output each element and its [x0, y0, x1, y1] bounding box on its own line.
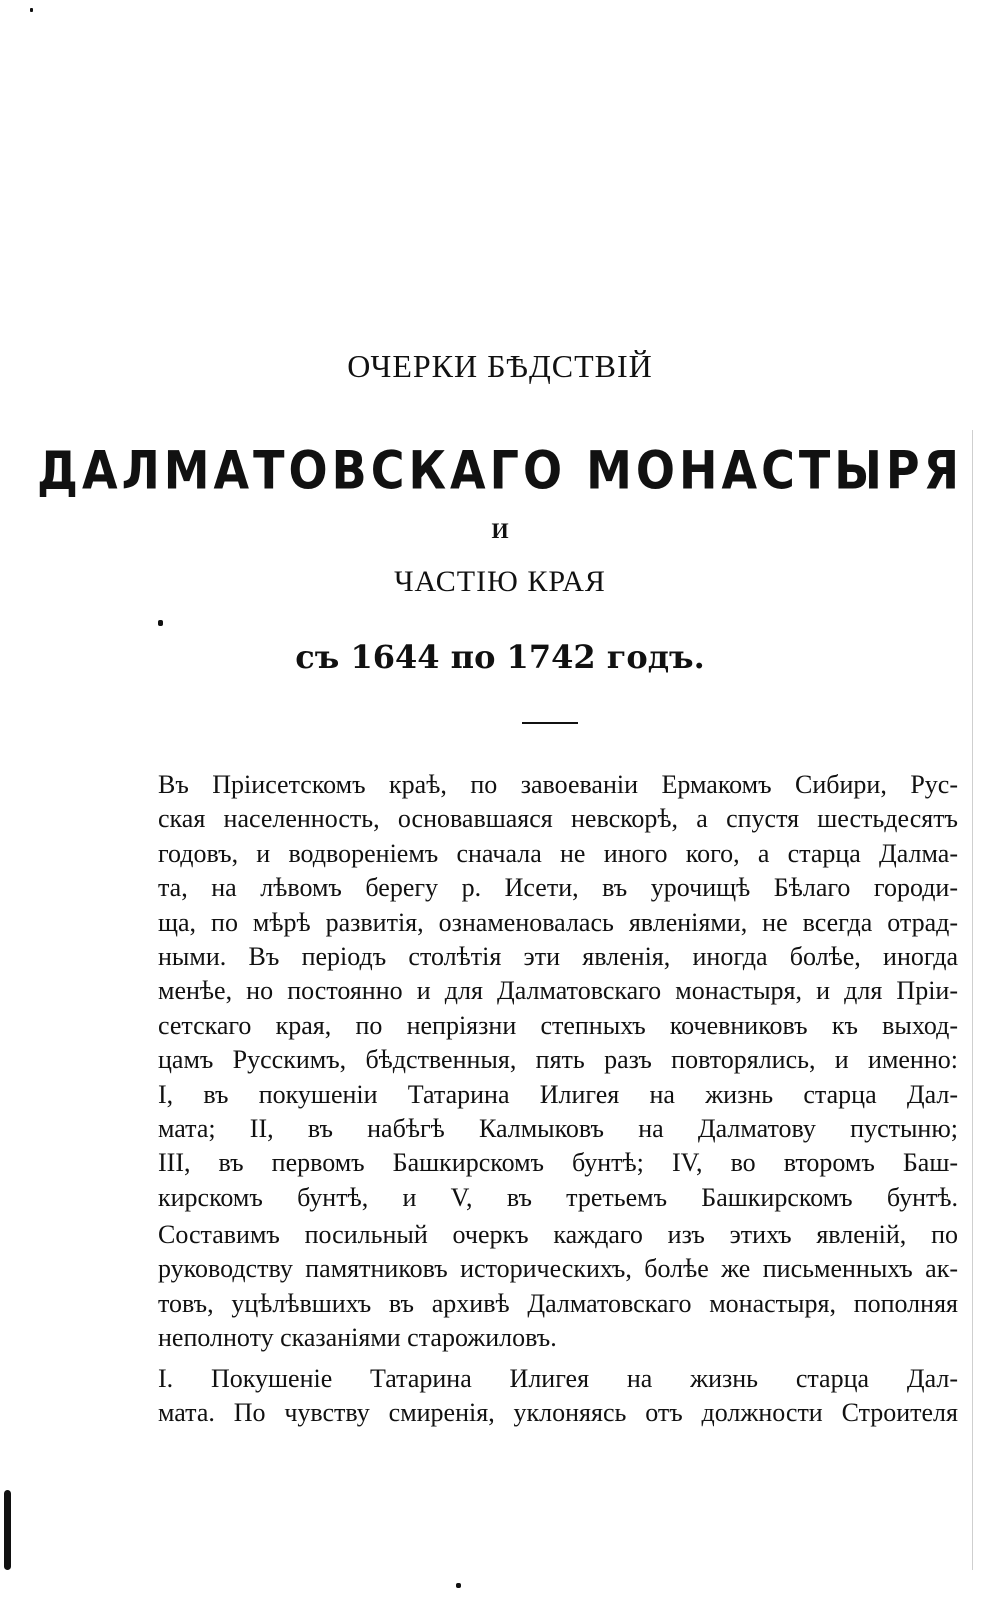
- text-line: ская населенность, основавшаяся невскорѣ, а спустя шестьдесятъ: [158, 804, 958, 834]
- title-line-4: ЧАСТІЮ КРАЯ: [394, 565, 606, 598]
- scan-binding-mark: [4, 1490, 11, 1570]
- title-line-2: ДАЛМАТОВСКАГО МОНАСТЫРЯ: [37, 438, 963, 502]
- text-line: мата. По чувству смиренія, уклоняясь отъ должности Строителя: [158, 1398, 958, 1428]
- text-line: товъ, уцѣлѣвшихъ въ архивѣ Далматовскаго монастыря, пополняя: [158, 1288, 958, 1318]
- text-line: I. Покушеніе Татарина Илигея на жизнь старца Дал-: [158, 1364, 958, 1393]
- text-line: сетскаго края, по непріязни степныхъ кочевниковъ къ выход-: [158, 1010, 958, 1040]
- title-line-1: ОЧЕРКИ БѢДСТВІЙ: [347, 348, 653, 384]
- text-line: мата; II, въ набѣгѣ Калмыковъ на Далматову пустыню;: [158, 1114, 958, 1144]
- text-line: руководству памятниковъ историческихъ, болѣе же письменныхъ ак-: [158, 1254, 958, 1284]
- text-line: неполноту сказаніями старожиловъ.: [158, 1323, 557, 1353]
- text-line: менѣе, но постоянно и для Далматовскаго монастыря, и для Пріи-: [158, 976, 958, 1006]
- text-line: кирскомъ бунтѣ, и V, въ третьемъ Башкирскомъ бунтѣ.: [158, 1182, 958, 1212]
- text-line: III, въ первомъ Башкирскомъ бунтѣ; IV, во второмъ Баш-: [158, 1148, 958, 1178]
- paragraph-1: [158, 768, 958, 1215]
- title-conjunction: И: [491, 518, 509, 543]
- title-date-range: съ 1644 по 1742 годъ.: [295, 638, 705, 676]
- text-line: Составимъ посильный очеркъ каждаго изъ этихъ явленій, по: [158, 1220, 958, 1249]
- scan-speck: [30, 8, 33, 12]
- text-line: та, на лѣвомъ берегу р. Исети, въ урочищѣ Бѣлаго городи-: [158, 873, 958, 903]
- scan-edge-line: [972, 430, 973, 1570]
- text-line: цамъ Русскимъ, бѣдственныя, пять разъ повторялись, и именно:: [158, 1045, 958, 1075]
- text-line: ными. Въ періодъ столѣтія эти явленія, иногда болѣе, иногда: [158, 942, 958, 972]
- paragraph-3: [158, 1362, 958, 1431]
- title-separator-rule: [522, 722, 578, 724]
- bottom-dot: [456, 1583, 461, 1588]
- text-line: годовъ, и водвореніемъ сначала не иного кого, а старца Далма-: [158, 838, 958, 868]
- paragraph-2: [158, 1218, 958, 1356]
- text-line: Въ Пріисетскомъ краѣ, по завоеваніи Ермакомъ Сибири, Рус-: [158, 770, 958, 799]
- text-line: ща, по мѣрѣ развитія, ознаменовалась явленіями, не всегда отрад-: [158, 907, 958, 937]
- text-line: I, въ покушеніи Татарина Илигея на жизнь старца Дал-: [158, 1079, 958, 1109]
- margin-dot: [158, 620, 163, 626]
